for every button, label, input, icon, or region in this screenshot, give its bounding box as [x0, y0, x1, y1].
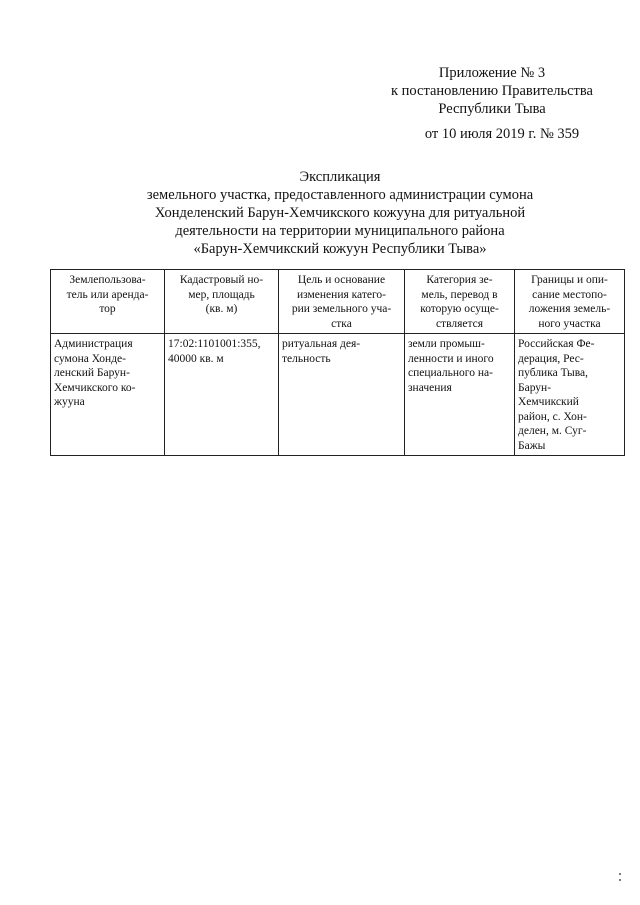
appendix-number: Приложение № 3	[438, 65, 546, 81]
appendix-republic: Республики Тыва	[438, 101, 546, 117]
scan-artifact-mark	[618, 872, 622, 882]
table-header-row	[51, 270, 625, 334]
header-landuser: Землепользова- тель или арендa- тор	[51, 270, 165, 334]
title-line: Хонделенский Барун-Хемчикского кожууна для ритуальной	[154, 205, 526, 221]
title-line: Экспликация	[299, 169, 381, 185]
title-line: деятельности на территории муниципального района	[175, 223, 505, 239]
appendix-header	[372, 64, 612, 118]
table-row	[51, 334, 625, 456]
title-line: «Барун-Хемчикский кожуун Республики Тыва»	[193, 241, 487, 257]
header-purpose: Цель и основание изменения катего- рии земельного уча- стка	[279, 270, 405, 334]
cell-category: земли промыш- ленности и иного специального на- значения	[405, 334, 515, 456]
cell-purpose: ритуальная дея- тельность	[279, 334, 405, 456]
dot-mark-icon	[618, 872, 622, 882]
explication-table	[50, 269, 625, 456]
title-line: земельного участка, предоставленного администрации сумона	[146, 187, 534, 203]
cell-cadastral: 17:02:1101001:355, 40000 кв. м	[165, 334, 279, 456]
header-category: Категория зе- мель, перевод в которую осуще- ствляется	[405, 270, 515, 334]
cell-boundaries: Российская Фе- дерация, Рес- публика Тыва, Барун- Хемчикский район, с. Хон- делен, м. Суг- Бажы	[515, 334, 625, 456]
appendix-decree-ref: к постановлению Правительства	[391, 83, 593, 99]
header-boundaries: Границы и опи- сание местопо- ложения земель- ного участка	[515, 270, 625, 334]
cell-landuser: Администрация сумона Хонде- ленский Барун- Хемчикского ко- жууна	[51, 334, 165, 456]
decree-date: от 10 июля 2019 г. № 359	[424, 126, 580, 142]
header-cadastral: Кадастровый но- мер, площадь (кв. м)	[165, 270, 279, 334]
document-title	[40, 168, 640, 258]
